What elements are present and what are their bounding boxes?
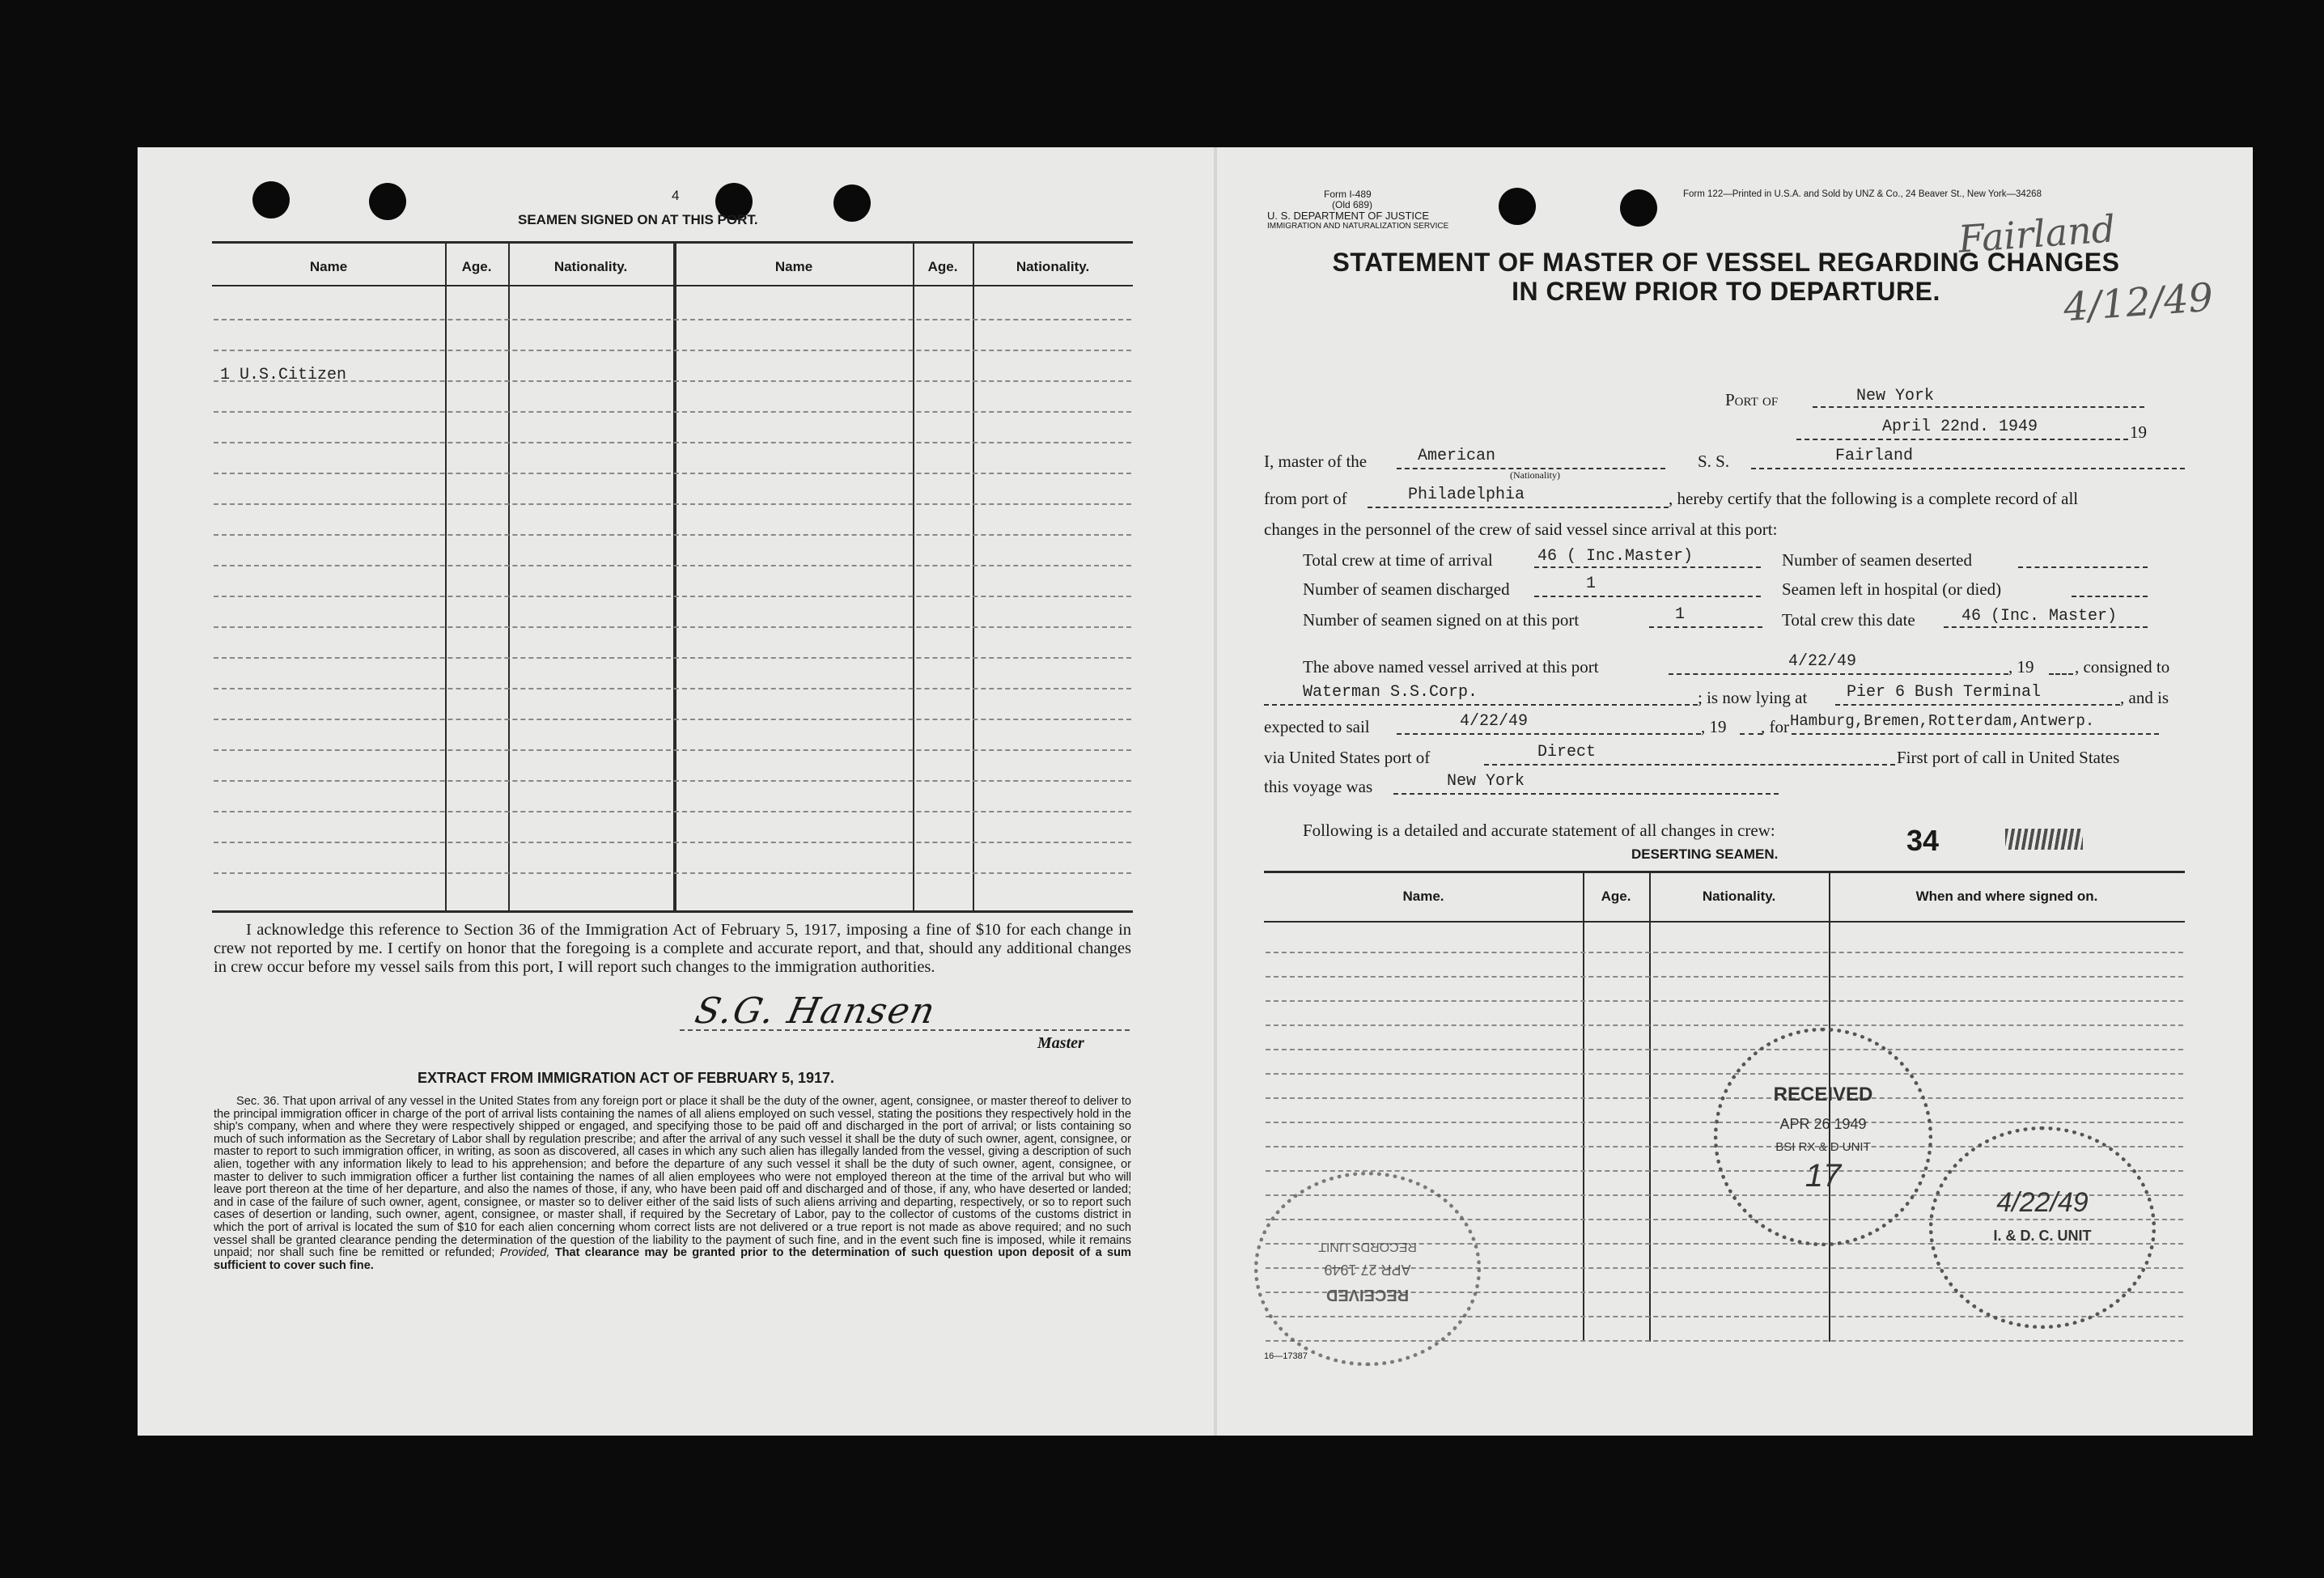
col-header-nationality: Nationality. [1016,259,1090,274]
total-arrival-label: Total crew at time of arrival [1303,550,1493,570]
table-top-rule [212,241,1133,244]
extract-body [214,1096,1131,1272]
arrived-label: The above named vessel arrived at this port [1303,657,1599,677]
ss-label: S. S. [1698,452,1730,471]
idc-stamp-unit: I. & D. C. UNIT [1993,1228,2092,1244]
deserting-table-row [1266,1073,2183,1075]
punch-hole [1620,189,1657,227]
nationality-value: American [1418,447,1496,465]
master-prefix: I, master of the [1264,452,1368,471]
idc-stamp-date: 4/22/49 [1996,1187,2089,1218]
handwritten-date: 4/12/49 [2062,274,2215,331]
signature-line [680,1029,1130,1031]
arrived-value: 4/22/49 [1788,652,1857,671]
department-name: U. S. DEPARTMENT OF JUSTICE [1267,210,1430,222]
hospital-label: Seamen left in hospital (or died) [1782,579,2002,599]
deserted-field [2018,550,2148,568]
deserting-table-row [1266,1000,2183,1002]
table-row [214,565,1131,566]
table-row [214,503,1131,505]
page-number: 4 [672,188,680,203]
deserted-label: Number of seamen deserted [1782,550,1972,570]
date-suffix: 19 [2130,422,2147,442]
deserting-table-row [1266,1024,2183,1026]
col-divider [1583,872,1584,1342]
received-stamp-mark: 17 [1804,1158,1842,1194]
seamen-signed-on-title: SEAMEN SIGNED ON AT THIS PORT. [518,212,758,227]
records-stamp-date: APR 27 1949 [1324,1262,1411,1278]
deserting-title: DESERTING SEAMEN. [1631,846,1779,862]
port-label: Port of [1725,390,1779,409]
total-date-value: 46 (Inc. Master) [1961,607,2118,626]
destination-value: Hamburg,Bremen,Rotterdam,Antwerp. [1790,712,2095,730]
voyage-label: this voyage was [1264,777,1373,796]
idc-unit-stamp [1929,1126,2156,1329]
form-number: Form I-489 [1324,189,1372,200]
vessel-name: Fairland [1835,447,1914,465]
form-title-line1: STATEMENT OF MASTER OF VESSEL REGARDING CHANGES [1332,248,2120,277]
from-port-value: Philadelphia [1408,486,1525,504]
punch-hole [369,183,406,220]
table-header-rule [212,285,1133,286]
received-stamp-title: RECEIVED [1773,1084,1873,1105]
lying-value: Pier 6 Bush Terminal [1847,683,2042,702]
extract-proviso-word: Provided, [499,1246,550,1260]
records-stamp-unit: RECORDS UNIT [1318,1240,1417,1253]
table-row [214,596,1131,597]
date-value: April 22nd. 1949 [1882,418,2038,436]
col-header-name: Name [309,259,348,274]
signed-on-field [1649,610,1762,628]
records-unit-stamp [1254,1172,1481,1366]
deserting-col-age: Age. [1601,889,1631,904]
col-divider [1649,872,1651,1342]
received-stamp [1714,1028,1932,1246]
changes-count: 34 [1906,824,1940,857]
port-value: New York [1856,387,1935,405]
deserting-col-name: Name. [1402,889,1444,904]
deserting-table-top [1264,871,2185,873]
discharged-field [1534,579,1761,597]
first-port-label: First port of call in United States [1897,748,2120,767]
page-fold [1214,147,1217,1436]
following-text: Following is a detailed and accurate statement of all changes in crew: [1303,821,1775,840]
col-header-age: Age. [461,259,492,274]
expected-suffix: , 19 [1701,717,1727,736]
received-stamp-unit: BSI RX & D UNIT [1775,1140,1871,1154]
deserting-col-nationality: Nationality. [1702,889,1776,904]
vessel-field [1751,450,2185,469]
consigned-label: , consigned to [2075,657,2170,677]
table-row [214,626,1131,628]
extract-section-label: Sec. 36. [236,1095,280,1108]
discharged-label: Number of seamen discharged [1303,579,1510,599]
acknowledgment-text: I acknowledge this reference to Section 36 of the Immigration Act of February 5, 1917, imposing a fine of $10 for each change in crew not reported by me. I certify on honor that the foregoing is a complete and accurate report, and that, should any additional changes in crew occur before my vessel sails from this port, I will report such changes to the immigration authorities. [214,921,1131,976]
changes-text: changes in the personnel of the crew of said vessel since arrival at this port: [1264,520,1778,539]
table-row [214,842,1131,843]
struck-count-mark [2005,829,2083,850]
via-value: Direct [1537,743,1597,761]
table-bottom-rule [212,910,1133,913]
extract-proviso-text: That clearance may be granted prior to the determination of such question upon deposit of a sum sufficient to cover such fine. [214,1246,1132,1272]
deserting-table-row [1266,1049,2183,1050]
expected-year-field [1740,717,1762,735]
lying-label: ; is now lying at [1698,688,1808,707]
signed-on-value: 1 [1675,605,1686,624]
table-row [214,534,1131,536]
master-label: Master [1037,1034,1084,1052]
table-row [214,350,1131,351]
table-row [214,719,1131,720]
deserting-col-signed-on: When and where signed on. [1915,889,2098,904]
certify-text: , hereby certify that the following is a complete record of all [1669,489,2079,508]
deserting-table-header-rule [1264,921,2185,923]
arrived-suffix: , 19 [2008,657,2034,677]
service-name: IMMIGRATION AND NATURALIZATION SERVICE [1267,222,1449,231]
discharged-value: 1 [1586,575,1597,593]
table-row [214,380,1131,382]
table-row [214,872,1131,874]
expected-label: expected to sail [1264,717,1370,736]
consignee-value: Waterman S.S.Corp. [1303,683,1478,702]
from-port-label: from port of [1264,489,1347,508]
printer-line: Form 122—Printed in U.S.A. and Sold by UNZ & Co., 24 Beaver St., New York—34268 [1683,189,2042,199]
form-title-line2: IN CREW PRIOR TO DEPARTURE. [1512,277,1940,306]
hospital-field [2072,579,2148,597]
table-row [214,473,1131,474]
table-row [214,780,1131,782]
footer-code: 16—17387 [1264,1351,1308,1361]
deserting-table-row [1266,976,2183,978]
table-row [214,411,1131,413]
total-arrival-value: 46 ( Inc.Master) [1537,547,1694,566]
arrived-year-field [2049,657,2073,675]
table-row [214,749,1131,751]
table-row [214,811,1131,812]
voyage-value: New York [1447,772,1525,791]
table-row [214,688,1131,689]
for-label: , for [1761,717,1789,736]
nationality-caption: (Nationality) [1510,469,1560,481]
records-stamp-title: RECEIVED [1325,1286,1410,1304]
extract-main-text: That upon arrival of any vessel in the United States from any foreign port or place it shall be the duty of the owner, agent, consignee, or master thereof to deliver to the principal immigration officer in charge of the port of arrival lists containing the names of all aliens employed on such vessel, stating the positions they respectively hold in the ship's company, when and where they were respectively shipped or engaged, and specifying those to be paid off and discharged in the port of arrival; or lists containing so much of such information as the Secretary of Labor shall by regulation prescribe; and after the arrival of any such vessel it shall be the duty of such owner, agent, consignee, or master to report to such immigration officer, in writing, as soon as discovered, all cases in which any such alien has illegally landed from the vessel, giving a description of such alien, together with any information likely to lead to his apprehension; and before the departure of any such vessel it shall be the duty of such owner, agent, consignee, or master to deliver to such immigration officer a further list containing the names of all alien employees who were not employed thereon at the time of the arrival but who will leave port thereon at the time of her departure, and also the names of those, if any, who have been paid off and discharged and of those, if any, who have deserted or landed; and in case of the failure of such owner, agent, consignee, or master so to deliver either of the said lists of such aliens arriving and departing, respectively, or so to report such cases of desertion or landing, such owner, agent, consignee, or master shall, if required by the Secretary of Labor, pay to the collector of customs of the customs district in which the port of arrival is located the sum of $10 for each alien concerning whom correct lists are not delivered or a true report is not made as above required; and no such vessel shall be granted clearance pending the determination of the question of the liability to the payment of such fine, and in the event such fine is imposed, while it remains unpaid; nor shall such fine be remitted or refunded; [214,1095,1131,1260]
total-date-label: Total crew this date [1782,610,1915,630]
table-row [214,657,1131,659]
table-cell-entry: 1 U.S.Citizen [220,366,347,384]
col-header-nationality: Nationality. [553,259,628,274]
handwritten-ship-name: Fairland [1957,206,2117,261]
table-row [214,319,1131,320]
punch-hole [1499,188,1536,225]
form-old-number: (Old 689) [1332,199,1373,210]
col-header-name: Name [774,259,813,274]
expected-value: 4/22/49 [1460,712,1529,731]
received-stamp-date: APR 26 1949 [1779,1116,1867,1132]
punch-hole [833,185,871,222]
via-label: via United States port of [1264,748,1431,767]
department-header [1267,189,1448,231]
col-header-age: Age. [927,259,958,274]
expected-field [1397,717,1701,735]
extract-title: EXTRACT FROM IMMIGRATION ACT OF FEBRUARY 5, 1917. [418,1070,835,1086]
table-row [214,442,1131,443]
and-is-text: , and is [2120,688,2169,707]
punch-hole [252,181,290,218]
deserting-table-row [1266,952,2183,953]
master-signature: S.G. Hansen [691,990,940,1032]
signed-on-label: Number of seamen signed on at this port [1303,610,1580,630]
